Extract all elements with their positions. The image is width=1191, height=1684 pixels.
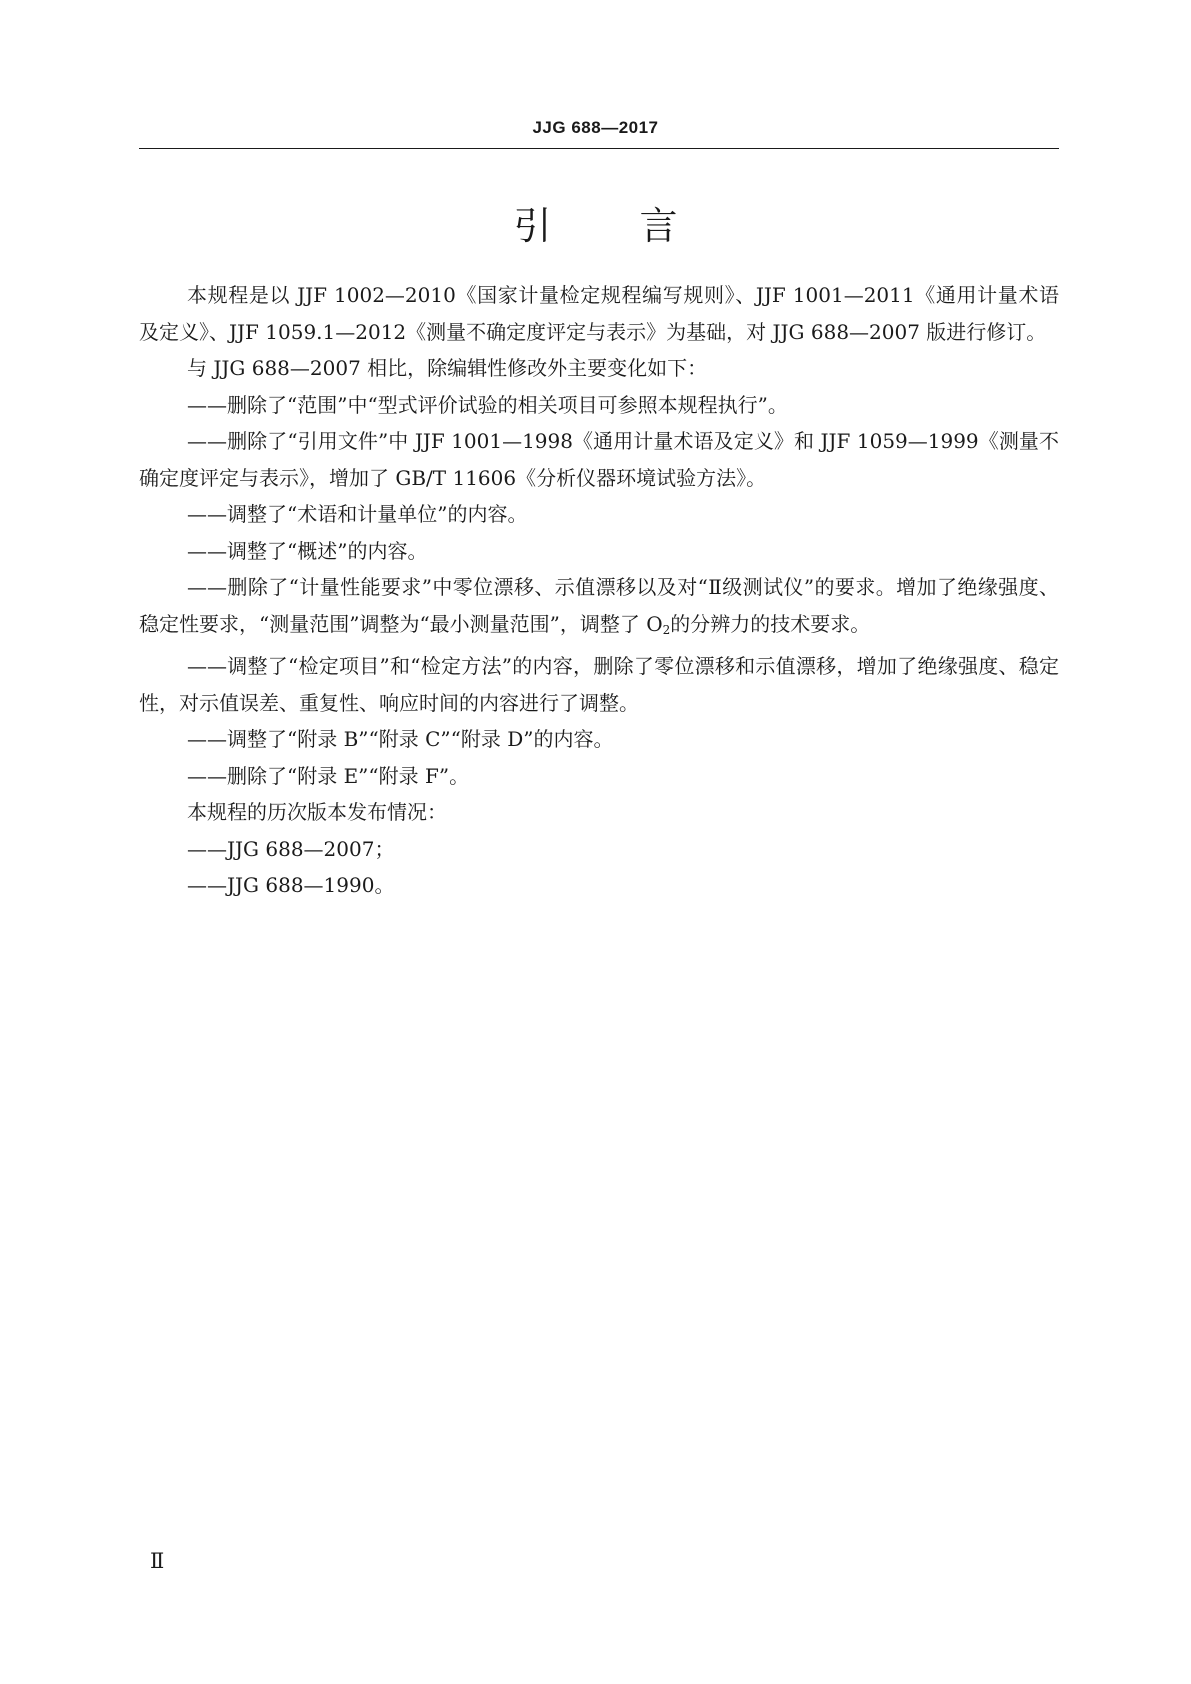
history-item-2: ——JJG 688—1990。 [187,873,395,897]
paragraph-1: 本规程是以 JJF 1002—2010《国家计量检定规程编写规则》、JJF 1001—2011《通用计量术语及定义》、JJF 1059.1—2012《测量不确定度评定与表示》为基础，对 JJG 688—2007 版进行修订。 [139,283,1059,344]
page-title: 引言 [513,204,766,248]
change-item-5 [139,569,1059,648]
oxygen-subscript: 2 [662,622,671,637]
document-body [139,277,1059,904]
history-heading: 本规程的历次版本发布情况： [187,800,447,824]
change-item-7: ——调整了“附录 B”“附录 C”“附录 D”的内容。 [187,727,614,751]
change-item-5-tail: 的分辨力的技术要求。 [670,611,871,636]
history-item-1: ——JJG 688—2007； [187,836,395,861]
paragraph-2: 与 JJG 688—2007 相比，除编辑性修改外主要变化如下： [187,356,708,380]
change-item-3: ——调整了“术语和计量单位”的内容。 [187,502,528,526]
change-item-2: ——删除了“引用文件”中 JJF 1001—1998《通用计量术语及定义》和 JJF 1059—1999《测量不确定度评定与表示》，增加了 GB/T 11606《分析仪器环境试验方法》。 [139,429,1059,490]
change-item-1: ——删除了“范围”中“型式评价试验的相关项目可参照本规程执行”。 [187,392,788,417]
page-header-standard-code: JJG 688—2017 [532,118,659,137]
change-item-6: ——调整了“检定项目”和“检定方法”的内容，删除了零位漂移和示值漂移，增加了绝缘强度、稳定性，对示值误差、重复性、响应时间的内容进行了调整。 [139,654,1059,715]
change-item-8: ——删除了“附录 E”“附录 F”。 [187,763,470,788]
page-number: Ⅱ [150,1549,165,1573]
change-item-5-text: ——删除了“计量性能要求”中零位漂移、示值漂移以及对“Ⅱ级测试仪”的要求。增加了绝缘强度、稳定性要求，“测量范围”调整为“最小测量范围”，调整了 O [139,575,1059,636]
header-divider [139,148,1059,149]
change-item-4: ——调整了“概述”的内容。 [187,538,428,563]
